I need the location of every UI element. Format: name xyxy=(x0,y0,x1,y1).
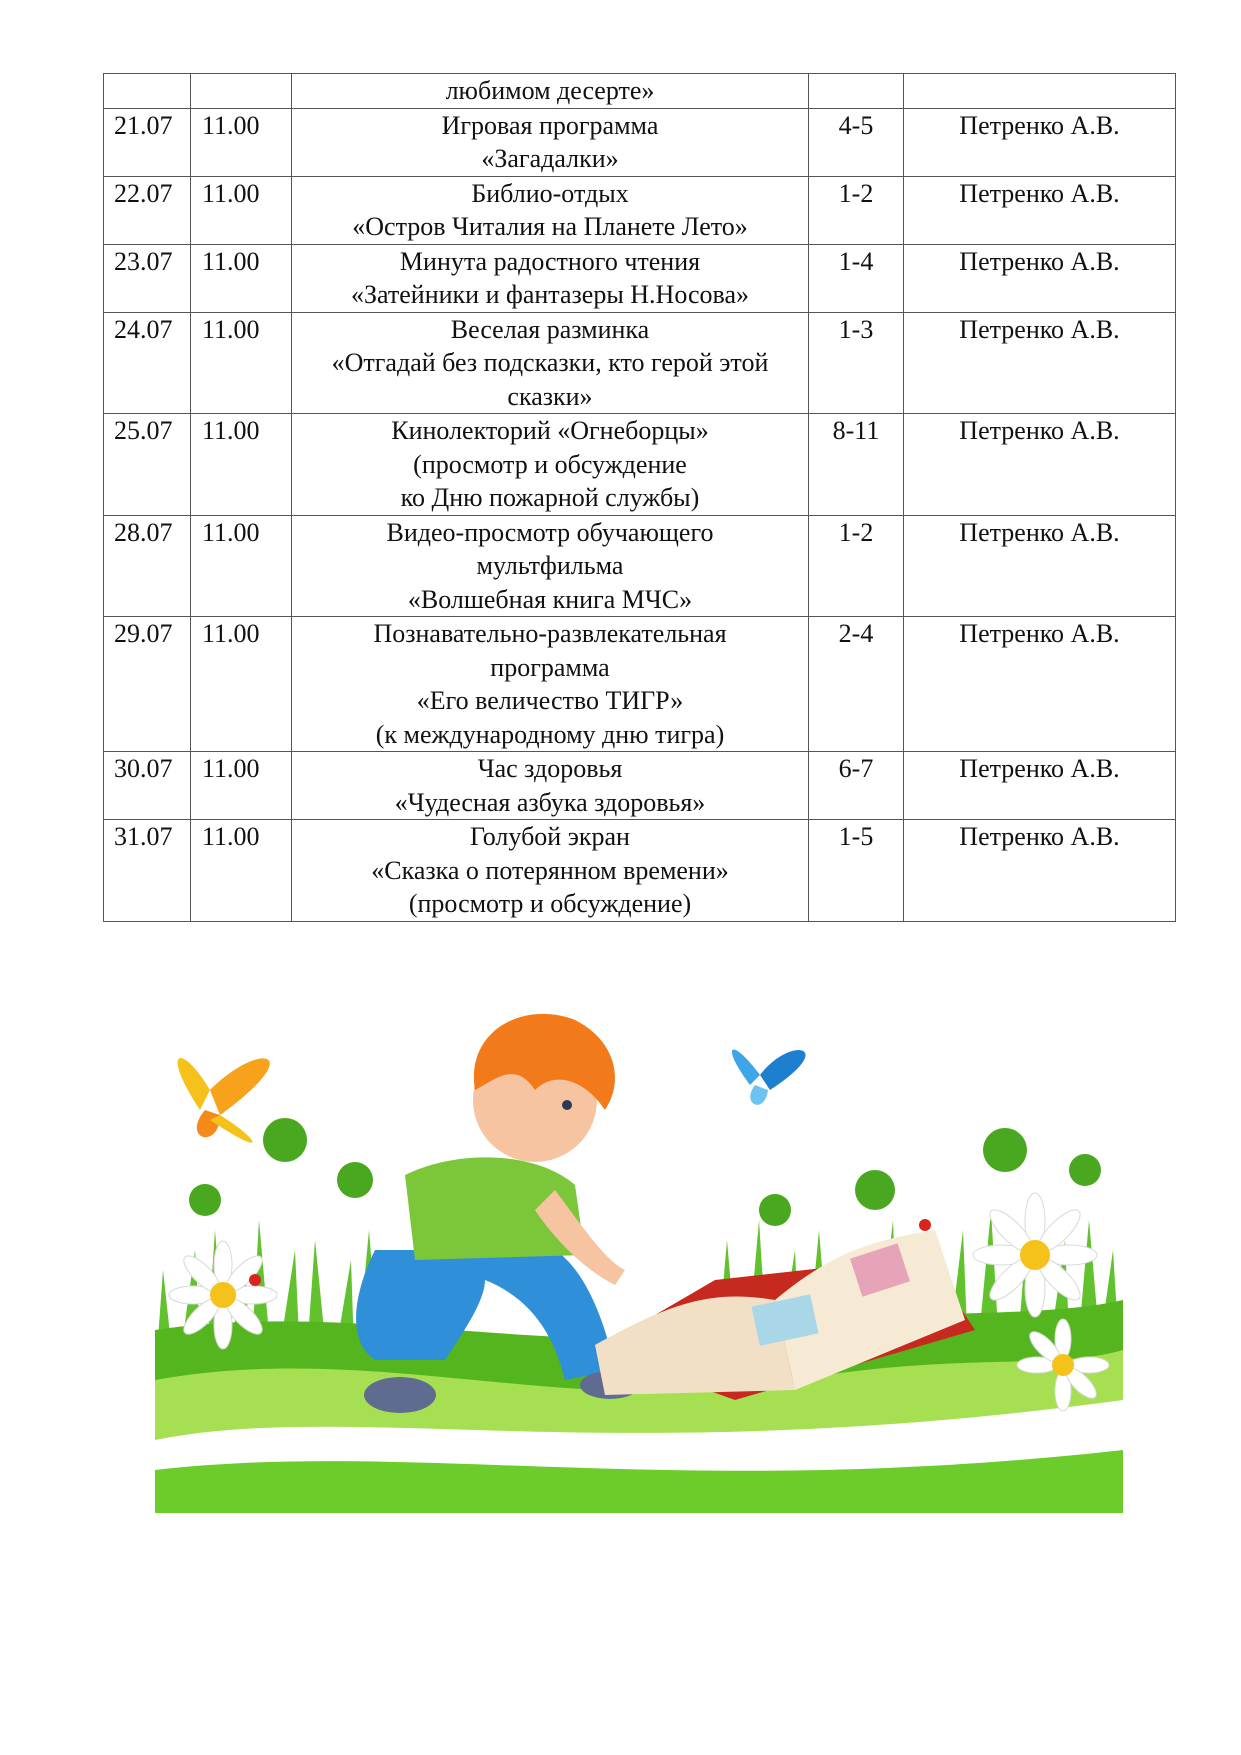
event-title-line: Минута радостного чтения xyxy=(399,246,701,276)
time-cell xyxy=(191,74,292,109)
event-title-line: Час здоровья xyxy=(477,754,623,783)
butterfly-blue-icon xyxy=(732,1050,806,1105)
event-title-cell xyxy=(292,312,809,414)
responsible-cell: Петренко А.В. xyxy=(904,312,1176,414)
schedule-table xyxy=(103,73,1176,922)
responsible-cell: Петренко А.В. xyxy=(904,617,1176,752)
event-title-line: «Волшебная книга МЧС» xyxy=(407,584,693,614)
time-cell: 11.00 xyxy=(191,414,292,516)
schedule-row xyxy=(104,108,1176,176)
event-title-cell xyxy=(292,414,809,516)
date-cell: 28.07 xyxy=(104,515,191,617)
dill-flowers xyxy=(189,1118,1101,1226)
continuation-row xyxy=(104,74,1176,109)
event-title-cell xyxy=(292,515,809,617)
event-title-line: «Его величество ТИГР» xyxy=(416,686,684,715)
schedule-row xyxy=(104,414,1176,516)
event-title-line: «Затейники и фантазеры Н.Носова» xyxy=(350,280,749,309)
grade-cell: 1-5 xyxy=(809,820,904,922)
date-cell xyxy=(104,74,191,109)
event-title-line: (просмотр и обсуждение) xyxy=(408,889,692,918)
time-cell: 11.00 xyxy=(191,617,292,752)
date-cell: 30.07 xyxy=(104,752,191,820)
schedule-row xyxy=(104,176,1176,244)
responsible-cell: Петренко А.В. xyxy=(904,515,1176,617)
event-title-cell xyxy=(292,176,809,244)
responsible-cell xyxy=(904,74,1176,109)
date-cell: 24.07 xyxy=(104,312,191,414)
time-cell: 11.00 xyxy=(191,312,292,414)
ladybug-icon xyxy=(919,1219,931,1231)
time-cell: 11.00 xyxy=(191,752,292,820)
grade-cell: 1-2 xyxy=(809,515,904,617)
date-cell: 25.07 xyxy=(104,414,191,516)
daisy-left xyxy=(169,1241,277,1349)
ladybug-icon xyxy=(249,1274,261,1286)
grade-cell: 1-4 xyxy=(809,244,904,312)
time-cell: 11.00 xyxy=(191,108,292,176)
event-title-line: Веселая разминка xyxy=(450,314,650,344)
event-title-line: «Отгадай без подсказки, кто герой этой xyxy=(331,348,769,377)
grade-cell: 2-4 xyxy=(809,617,904,752)
grade-cell: 6-7 xyxy=(809,752,904,820)
boy-eye xyxy=(562,1100,572,1110)
event-title-line: Голубой экран xyxy=(470,822,630,851)
schedule-row xyxy=(104,617,1176,752)
time-cell: 11.00 xyxy=(191,244,292,312)
responsible-cell: Петренко А.В. xyxy=(904,108,1176,176)
event-title-line: «Остров Читалия на Планете Лето» xyxy=(352,212,748,241)
event-title-cell xyxy=(292,74,809,109)
date-cell: 21.07 xyxy=(104,108,191,176)
event-title-line: «Загадалки» xyxy=(481,144,619,173)
event-title-line: сказки» xyxy=(507,381,593,411)
boy-reading-book-illustration xyxy=(155,1000,1123,1513)
event-title-cell xyxy=(292,617,809,752)
schedule-row xyxy=(104,312,1176,414)
schedule-row xyxy=(104,752,1176,820)
responsible-cell: Петренко А.В. xyxy=(904,752,1176,820)
schedule-row xyxy=(104,515,1176,617)
grade-cell: 4-5 xyxy=(809,108,904,176)
responsible-cell: Петренко А.В. xyxy=(904,244,1176,312)
date-cell: 22.07 xyxy=(104,176,191,244)
date-cell: 31.07 xyxy=(104,820,191,922)
event-title-line: (к международному дню тигра) xyxy=(375,719,725,749)
event-title-line: мультфильма xyxy=(476,551,624,580)
event-title-line: «Сказка о потерянном времени» xyxy=(371,855,729,885)
time-cell: 11.00 xyxy=(191,515,292,617)
time-cell: 11.00 xyxy=(191,820,292,922)
event-title-line: программа xyxy=(490,652,610,682)
event-title-line: Библио-отдых xyxy=(471,178,629,208)
event-title-line: любимом десерте» xyxy=(445,76,655,105)
grade-cell: 8-11 xyxy=(809,414,904,516)
grade-cell xyxy=(809,74,904,109)
time-cell: 11.00 xyxy=(191,176,292,244)
butterfly-yellow-icon xyxy=(178,1058,270,1143)
event-title-cell xyxy=(292,752,809,820)
responsible-cell: Петренко А.В. xyxy=(904,176,1176,244)
boy-shoe-left xyxy=(364,1377,436,1413)
schedule-row xyxy=(104,244,1176,312)
event-title-line: Игровая программа xyxy=(441,110,659,140)
schedule-row xyxy=(104,820,1176,922)
grade-cell: 1-3 xyxy=(809,312,904,414)
event-title-line: Видео-просмотр обучающего xyxy=(386,517,714,547)
event-title-line: (просмотр и обсуждение xyxy=(413,449,687,479)
event-title-line: ко Дню пожарной службы) xyxy=(400,483,700,512)
daisy-right xyxy=(973,1193,1097,1317)
responsible-cell: Петренко А.В. xyxy=(904,414,1176,516)
event-title-cell xyxy=(292,244,809,312)
event-title-line: Кинолекторий «Огнеборцы» xyxy=(391,416,709,445)
event-title-cell xyxy=(292,108,809,176)
grade-cell: 1-2 xyxy=(809,176,904,244)
event-title-line: «Чудесная азбука здоровья» xyxy=(394,787,706,817)
responsible-cell: Петренко А.В. xyxy=(904,820,1176,922)
event-title-cell xyxy=(292,820,809,922)
date-cell: 29.07 xyxy=(104,617,191,752)
schedule-body xyxy=(104,74,1176,922)
date-cell: 23.07 xyxy=(104,244,191,312)
event-title-line: Познавательно-развлекательная xyxy=(373,619,727,648)
